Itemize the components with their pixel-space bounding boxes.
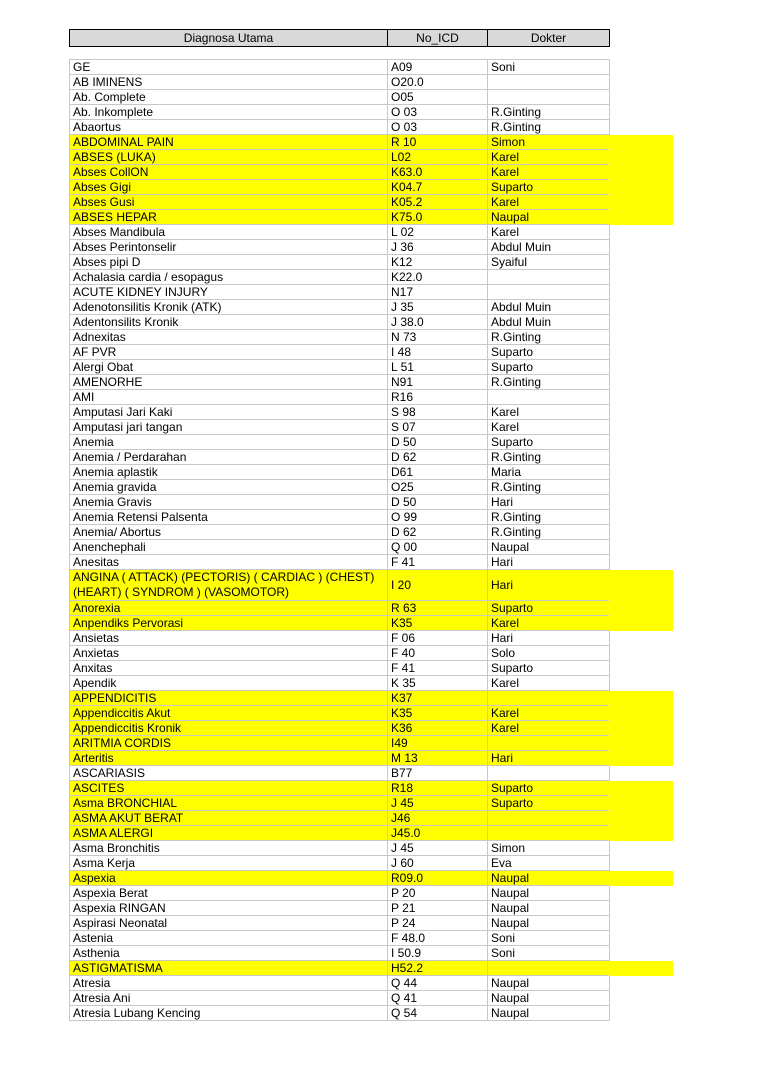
row-highlight-band xyxy=(609,570,673,601)
icd-code-cell[interactable]: F 06 xyxy=(388,631,488,646)
icd-code-cell[interactable]: D 50 xyxy=(388,435,488,450)
diagnosis-cell[interactable]: Abses pipi D xyxy=(70,255,388,270)
doctor-cell[interactable]: Suparto xyxy=(488,360,610,375)
icd-code-cell[interactable]: N91 xyxy=(388,375,488,390)
doctor-cell[interactable]: Suparto xyxy=(488,180,610,195)
table-row xyxy=(70,180,610,195)
diagnosis-cell[interactable]: Arteritis xyxy=(70,751,388,766)
row-highlight-band xyxy=(609,616,673,631)
table-row xyxy=(70,345,610,360)
diagnosis-cell[interactable]: Anemia Retensi Palsenta xyxy=(70,510,388,525)
diagnosis-cell[interactable]: Appendiccitis Akut xyxy=(70,706,388,721)
icd-code-cell[interactable]: I 20 xyxy=(388,570,488,601)
doctor-cell[interactable]: Hari xyxy=(488,495,610,510)
table-row xyxy=(70,736,610,751)
icd-code-cell[interactable]: F 41 xyxy=(388,661,488,676)
diagnosis-cell[interactable]: Ansietas xyxy=(70,631,388,646)
doctor-cell[interactable]: Abdul Muin xyxy=(488,315,610,330)
icd-code-cell[interactable]: J 36 xyxy=(388,240,488,255)
icd-code-cell[interactable]: O 03 xyxy=(388,105,488,120)
table-row xyxy=(70,601,610,616)
icd-code-cell[interactable]: L02 xyxy=(388,150,488,165)
table-row xyxy=(70,555,610,570)
icd-code-cell[interactable]: D 50 xyxy=(388,495,488,510)
diagnosis-cell[interactable]: ASMA ALERGI xyxy=(70,826,388,841)
doctor-cell[interactable] xyxy=(488,961,610,976)
doctor-cell[interactable]: Naupal xyxy=(488,871,610,886)
icd-code-cell[interactable]: J 45 xyxy=(388,796,488,811)
table-row xyxy=(70,976,610,991)
table-row xyxy=(70,495,610,510)
icd-code-cell[interactable]: O 99 xyxy=(388,510,488,525)
doctor-cell[interactable] xyxy=(488,811,610,826)
table-row xyxy=(70,721,610,736)
icd-code-cell[interactable]: Q 44 xyxy=(388,976,488,991)
table-row xyxy=(70,285,610,300)
diagnosis-cell[interactable]: Asma Bronchitis xyxy=(70,841,388,856)
icd-code-cell[interactable]: P 20 xyxy=(388,886,488,901)
row-highlight-band xyxy=(609,195,673,210)
table-row xyxy=(70,120,610,135)
table-row xyxy=(70,616,610,631)
doctor-cell[interactable]: Soni xyxy=(488,60,610,75)
doctor-cell[interactable]: Suparto xyxy=(488,661,610,676)
icd-code-cell[interactable]: J46 xyxy=(388,811,488,826)
icd-code-cell[interactable]: O25 xyxy=(388,480,488,495)
table-row xyxy=(70,165,610,180)
doctor-cell[interactable]: Maria xyxy=(488,465,610,480)
table-row xyxy=(70,631,610,646)
table-row xyxy=(70,90,610,105)
table-row xyxy=(70,961,610,976)
diagnosis-cell[interactable]: Abses Perintonselir xyxy=(70,240,388,255)
table-row xyxy=(70,210,610,225)
doctor-cell[interactable]: Hari xyxy=(488,751,610,766)
table-row xyxy=(70,465,610,480)
doctor-cell[interactable] xyxy=(488,390,610,405)
diagnosis-cell[interactable]: Anorexia xyxy=(70,601,388,616)
icd-code-cell[interactable]: K37 xyxy=(388,691,488,706)
diagnosis-cell[interactable]: GE xyxy=(70,60,388,75)
doctor-cell[interactable]: Naupal xyxy=(488,540,610,555)
row-highlight-band xyxy=(609,165,673,180)
doctor-cell[interactable]: R.Ginting xyxy=(488,330,610,345)
icd-code-cell[interactable]: S 07 xyxy=(388,420,488,435)
doctor-cell[interactable]: Abdul Muin xyxy=(488,300,610,315)
doctor-cell[interactable]: Syaiful xyxy=(488,255,610,270)
icd-code-cell[interactable]: K05.2 xyxy=(388,195,488,210)
table-row xyxy=(70,540,610,555)
icd-code-cell[interactable]: K63.0 xyxy=(388,165,488,180)
icd-code-cell[interactable]: Q 00 xyxy=(388,540,488,555)
diagnosis-cell[interactable]: Abses Gusi xyxy=(70,195,388,210)
row-highlight-band xyxy=(609,736,673,751)
table-row xyxy=(70,300,610,315)
diagnosis-cell[interactable]: Appendiccitis Kronik xyxy=(70,721,388,736)
doctor-cell[interactable]: R.Ginting xyxy=(488,480,610,495)
icd-code-cell[interactable]: F 40 xyxy=(388,646,488,661)
table-row xyxy=(70,766,610,781)
diagnosis-cell[interactable]: Amputasi Jari Kaki xyxy=(70,405,388,420)
diagnosis-cell[interactable]: Anemia xyxy=(70,435,388,450)
doctor-cell[interactable] xyxy=(488,826,610,841)
diagnosis-cell[interactable]: Aspexia RINGAN xyxy=(70,901,388,916)
doctor-cell[interactable]: Abdul Muin xyxy=(488,240,610,255)
doctor-cell[interactable] xyxy=(488,736,610,751)
table-row xyxy=(70,390,610,405)
diagnosis-cell[interactable]: Amputasi jari tangan xyxy=(70,420,388,435)
table-row xyxy=(70,255,610,270)
icd-code-cell[interactable]: Q 41 xyxy=(388,991,488,1006)
doctor-cell[interactable]: Simon xyxy=(488,135,610,150)
doctor-cell[interactable]: Karel xyxy=(488,616,610,631)
icd-code-cell[interactable]: L 02 xyxy=(388,225,488,240)
diagnosis-cell[interactable]: Atresia xyxy=(70,976,388,991)
icd-code-cell[interactable]: O 03 xyxy=(388,120,488,135)
header-diagnosa-utama: Diagnosa Utama xyxy=(70,30,388,47)
doctor-cell[interactable]: Karel xyxy=(488,405,610,420)
doctor-cell[interactable]: Simon xyxy=(488,841,610,856)
table-row xyxy=(70,856,610,871)
doctor-cell[interactable]: Karel xyxy=(488,721,610,736)
diagnosis-cell[interactable]: Anemia gravida xyxy=(70,480,388,495)
table-row xyxy=(70,841,610,856)
header-dokter: Dokter xyxy=(488,30,610,47)
diagnosis-cell[interactable]: Adnexitas xyxy=(70,330,388,345)
table-row xyxy=(70,240,610,255)
doctor-cell[interactable] xyxy=(488,90,610,105)
table-row xyxy=(70,375,610,390)
diagnosis-cell[interactable]: ABDOMINAL PAIN xyxy=(70,135,388,150)
doctor-cell[interactable]: R.Ginting xyxy=(488,510,610,525)
icd-code-cell[interactable]: J 38.0 xyxy=(388,315,488,330)
row-highlight-band xyxy=(609,601,673,616)
doctor-cell[interactable]: Hari xyxy=(488,570,610,601)
diagnosis-cell[interactable]: Anemia / Perdarahan xyxy=(70,450,388,465)
row-highlight-band xyxy=(609,781,673,796)
doctor-cell[interactable]: Soni xyxy=(488,931,610,946)
icd-code-cell[interactable]: R18 xyxy=(388,781,488,796)
row-highlight-band xyxy=(609,706,673,721)
row-highlight-band xyxy=(609,811,673,826)
diagnosis-cell[interactable]: Ab. Complete xyxy=(70,90,388,105)
diagnosis-cell[interactable]: Anenchephali xyxy=(70,540,388,555)
doctor-cell[interactable]: Hari xyxy=(488,555,610,570)
diagnosis-cell[interactable]: ACUTE KIDNEY INJURY xyxy=(70,285,388,300)
diagnosis-cell[interactable]: Aspexia Berat xyxy=(70,886,388,901)
table-row xyxy=(70,330,610,345)
table-row xyxy=(70,781,610,796)
diagnosis-cell[interactable]: ASCITES xyxy=(70,781,388,796)
doctor-cell[interactable]: Eva xyxy=(488,856,610,871)
row-highlight-band xyxy=(609,751,673,766)
icd-code-cell[interactable]: R09.0 xyxy=(388,871,488,886)
diagnosis-cell[interactable]: Asma BRONCHIAL xyxy=(70,796,388,811)
table-row xyxy=(70,661,610,676)
diagnosis-cell[interactable]: Anxitas xyxy=(70,661,388,676)
table-body xyxy=(70,60,610,1021)
table-row xyxy=(70,931,610,946)
icd-code-cell[interactable]: H52.2 xyxy=(388,961,488,976)
header-no-icd: No_ICD xyxy=(388,30,488,47)
diagnosis-cell[interactable]: ASTIGMATISMA xyxy=(70,961,388,976)
icd-code-cell[interactable]: R 63 xyxy=(388,601,488,616)
diagnosis-cell[interactable]: ARITMIA CORDIS xyxy=(70,736,388,751)
doctor-cell[interactable]: Karel xyxy=(488,706,610,721)
icd-code-cell[interactable]: O05 xyxy=(388,90,488,105)
icd-code-cell[interactable]: F 41 xyxy=(388,555,488,570)
icd-code-cell[interactable]: K22.0 xyxy=(388,270,488,285)
doctor-cell[interactable]: Naupal xyxy=(488,210,610,225)
doctor-cell[interactable]: Naupal xyxy=(488,991,610,1006)
table-row xyxy=(70,270,610,285)
doctor-cell[interactable] xyxy=(488,270,610,285)
table-row xyxy=(70,405,610,420)
row-highlight-band xyxy=(609,871,673,886)
diagnosis-cell[interactable]: Aspexia xyxy=(70,871,388,886)
icd-code-cell[interactable]: S 98 xyxy=(388,405,488,420)
diagnosis-table xyxy=(69,59,610,1021)
table-row xyxy=(70,75,610,90)
table-row xyxy=(70,360,610,375)
table-row xyxy=(70,886,610,901)
doctor-cell[interactable] xyxy=(488,285,610,300)
doctor-cell[interactable]: Soni xyxy=(488,946,610,961)
icd-code-cell[interactable]: D 62 xyxy=(388,525,488,540)
icd-code-cell[interactable]: M 13 xyxy=(388,751,488,766)
icd-code-cell[interactable]: J 35 xyxy=(388,300,488,315)
diagnosis-cell[interactable]: Aspirasi Neonatal xyxy=(70,916,388,931)
row-highlight-band xyxy=(609,721,673,736)
diagnosis-cell[interactable]: Asma Kerja xyxy=(70,856,388,871)
icd-code-cell[interactable]: A09 xyxy=(388,60,488,75)
icd-code-cell[interactable]: I 50.9 xyxy=(388,946,488,961)
icd-code-cell[interactable]: P 24 xyxy=(388,916,488,931)
doctor-cell[interactable]: Suparto xyxy=(488,601,610,616)
doctor-cell[interactable]: Karel xyxy=(488,165,610,180)
doctor-cell[interactable]: Naupal xyxy=(488,916,610,931)
diagnosis-cell[interactable]: Abses CollON xyxy=(70,165,388,180)
doctor-cell[interactable]: Naupal xyxy=(488,901,610,916)
row-highlight-band xyxy=(609,210,673,225)
diagnosis-cell[interactable]: AF PVR xyxy=(70,345,388,360)
icd-code-cell[interactable]: K12 xyxy=(388,255,488,270)
diagnosis-cell[interactable]: Asthenia xyxy=(70,946,388,961)
icd-code-cell[interactable]: D61 xyxy=(388,465,488,480)
table-row xyxy=(70,195,610,210)
icd-code-cell[interactable]: O20.0 xyxy=(388,75,488,90)
diagnosis-cell[interactable]: Adentonsilits Kronik xyxy=(70,315,388,330)
doctor-cell[interactable]: Karel xyxy=(488,420,610,435)
table-row xyxy=(70,811,610,826)
table-row xyxy=(70,480,610,495)
diagnosis-cell[interactable]: Anemia/ Abortus xyxy=(70,525,388,540)
icd-code-cell[interactable]: J45.0 xyxy=(388,826,488,841)
diagnosis-cell[interactable]: Abaortus xyxy=(70,120,388,135)
diagnosis-cell[interactable]: Abses Gigi xyxy=(70,180,388,195)
doctor-cell[interactable] xyxy=(488,75,610,90)
header-table xyxy=(69,29,610,47)
diagnosis-cell[interactable]: Anesitas xyxy=(70,555,388,570)
table-row xyxy=(70,796,610,811)
row-highlight-band xyxy=(609,961,673,976)
icd-code-cell[interactable]: Q 54 xyxy=(388,1006,488,1021)
table-row xyxy=(70,225,610,240)
diagnosis-cell[interactable]: Anemia aplastik xyxy=(70,465,388,480)
table-row xyxy=(70,420,610,435)
diagnosis-cell[interactable]: Atresia Lubang Kencing xyxy=(70,1006,388,1021)
icd-code-cell[interactable]: K 35 xyxy=(388,676,488,691)
doctor-cell[interactable] xyxy=(488,766,610,781)
table-row xyxy=(70,135,610,150)
table-row xyxy=(70,510,610,525)
row-highlight-band xyxy=(609,826,673,841)
table-row xyxy=(70,946,610,961)
diagnosis-cell[interactable]: Alergi Obat xyxy=(70,360,388,375)
icd-code-cell[interactable]: K75.0 xyxy=(388,210,488,225)
icd-code-cell[interactable]: K04.7 xyxy=(388,180,488,195)
table-row xyxy=(70,150,610,165)
table-row xyxy=(70,871,610,886)
icd-code-cell[interactable]: L 51 xyxy=(388,360,488,375)
diagnosis-cell[interactable]: AB IMINENS xyxy=(70,75,388,90)
table-row xyxy=(70,916,610,931)
row-highlight-band xyxy=(609,180,673,195)
diagnosis-cell[interactable]: Apendik xyxy=(70,676,388,691)
icd-code-cell[interactable]: F 48.0 xyxy=(388,931,488,946)
table-row xyxy=(70,751,610,766)
doctor-cell[interactable]: Hari xyxy=(488,631,610,646)
diagnosis-cell[interactable]: Astenia xyxy=(70,931,388,946)
diagnosis-cell[interactable]: ABSES HEPAR xyxy=(70,210,388,225)
row-highlight-band xyxy=(609,135,673,150)
icd-code-cell[interactable]: D 62 xyxy=(388,450,488,465)
icd-code-cell[interactable]: N17 xyxy=(388,285,488,300)
table-row xyxy=(70,991,610,1006)
doctor-cell[interactable]: Naupal xyxy=(488,976,610,991)
table-row xyxy=(70,901,610,916)
diagnosis-cell[interactable]: Adenotonsilitis Kronik (ATK) xyxy=(70,300,388,315)
diagnosis-cell[interactable]: ANGINA ( ATTACK) (PECTORIS) ( CARDIAC ) (CHEST) (HEART) ( SYNDROM ) (VASOMOTOR) xyxy=(70,570,388,601)
row-highlight-band xyxy=(609,796,673,811)
diagnosis-cell[interactable]: Anpendiks Pervorasi xyxy=(70,616,388,631)
row-highlight-band xyxy=(609,150,673,165)
table-row xyxy=(70,646,610,661)
table-row xyxy=(70,525,610,540)
icd-code-cell[interactable]: N 73 xyxy=(388,330,488,345)
doctor-cell[interactable]: Naupal xyxy=(488,1006,610,1021)
doctor-cell[interactable]: Suparto xyxy=(488,796,610,811)
table-row xyxy=(70,1006,610,1021)
table-row xyxy=(70,691,610,706)
icd-code-cell[interactable]: I 48 xyxy=(388,345,488,360)
icd-code-cell[interactable]: K35 xyxy=(388,706,488,721)
table-row xyxy=(70,706,610,721)
diagnosis-cell[interactable]: ASCARIASIS xyxy=(70,766,388,781)
doctor-cell[interactable]: R.Ginting xyxy=(488,525,610,540)
table-row xyxy=(70,826,610,841)
diagnosis-cell[interactable]: AMI xyxy=(70,390,388,405)
diagnosis-cell[interactable]: Anemia Gravis xyxy=(70,495,388,510)
doctor-cell[interactable]: Suparto xyxy=(488,781,610,796)
doctor-cell[interactable] xyxy=(488,691,610,706)
doctor-cell[interactable]: R.Ginting xyxy=(488,375,610,390)
icd-code-cell[interactable]: K36 xyxy=(388,721,488,736)
doctor-cell[interactable]: R.Ginting xyxy=(488,120,610,135)
diagnosis-cell[interactable]: Anxietas xyxy=(70,646,388,661)
doctor-cell[interactable]: Suparto xyxy=(488,435,610,450)
icd-code-cell[interactable]: B77 xyxy=(388,766,488,781)
icd-code-cell[interactable]: P 21 xyxy=(388,901,488,916)
doctor-cell[interactable]: Karel xyxy=(488,225,610,240)
icd-code-cell[interactable]: K35 xyxy=(388,616,488,631)
diagnosis-cell[interactable]: APPENDICITIS xyxy=(70,691,388,706)
diagnosis-cell[interactable]: Atresia Ani xyxy=(70,991,388,1006)
header-row xyxy=(70,30,610,47)
icd-code-cell[interactable]: J 45 xyxy=(388,841,488,856)
doctor-cell[interactable]: Solo xyxy=(488,646,610,661)
diagnosis-cell[interactable]: ASMA AKUT BERAT xyxy=(70,811,388,826)
table-row xyxy=(70,676,610,691)
icd-code-cell[interactable]: R16 xyxy=(388,390,488,405)
doctor-cell[interactable]: Karel xyxy=(488,676,610,691)
doctor-cell[interactable]: R.Ginting xyxy=(488,450,610,465)
table-row xyxy=(70,450,610,465)
diagnosis-cell[interactable]: Achalasia cardia / esopagus xyxy=(70,270,388,285)
doctor-cell[interactable]: R.Ginting xyxy=(488,105,610,120)
icd-code-cell[interactable]: I49 xyxy=(388,736,488,751)
table-row xyxy=(70,60,610,75)
diagnosis-cell[interactable]: Abses Mandibula xyxy=(70,225,388,240)
doctor-cell[interactable]: Karel xyxy=(488,195,610,210)
row-highlight-band xyxy=(609,691,673,706)
doctor-cell[interactable]: Suparto xyxy=(488,345,610,360)
icd-code-cell[interactable]: J 60 xyxy=(388,856,488,871)
table-row xyxy=(70,105,610,120)
diagnosis-cell[interactable]: ABSES (LUKA) xyxy=(70,150,388,165)
doctor-cell[interactable]: Naupal xyxy=(488,886,610,901)
diagnosis-cell[interactable]: Ab. Inkomplete xyxy=(70,105,388,120)
table-row xyxy=(70,570,610,601)
doctor-cell[interactable]: Karel xyxy=(488,150,610,165)
table-row xyxy=(70,435,610,450)
icd-code-cell[interactable]: R 10 xyxy=(388,135,488,150)
table-row xyxy=(70,315,610,330)
diagnosis-cell[interactable]: AMENORHE xyxy=(70,375,388,390)
